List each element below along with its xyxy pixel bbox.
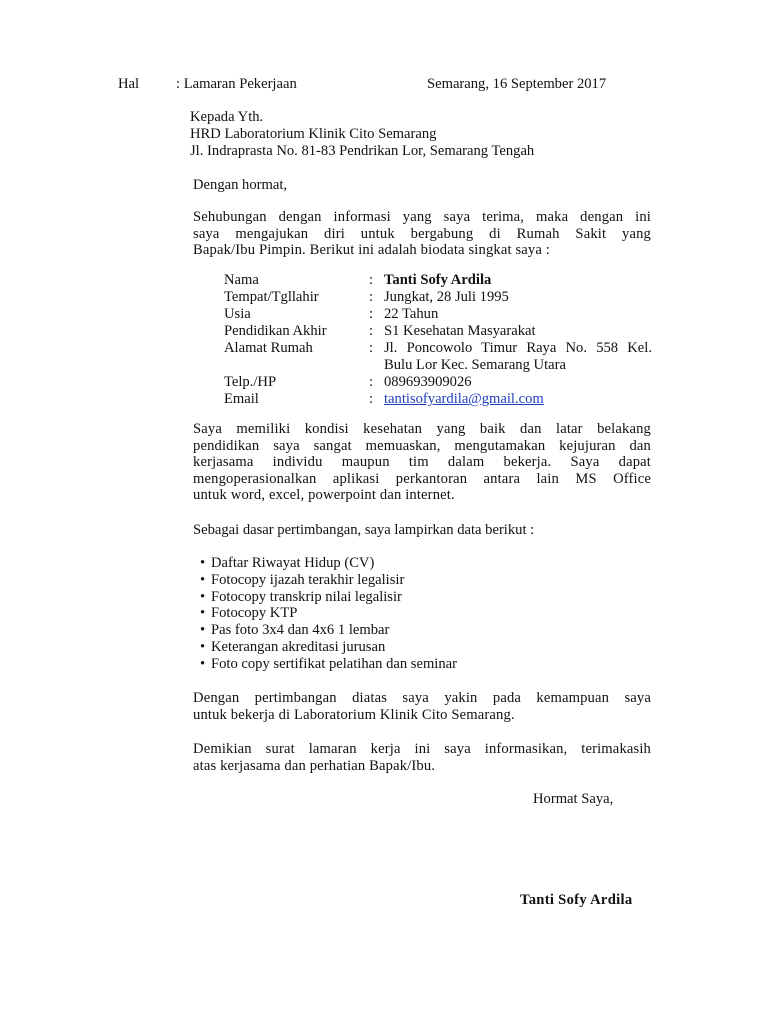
education-value: S1 Kesehatan Masyarakat xyxy=(384,323,536,339)
list-item xyxy=(200,589,457,606)
attachment-text: Keterangan akreditasi jurusan xyxy=(211,638,386,655)
address-label: Alamat Rumah xyxy=(224,340,313,356)
bullet-icon: • xyxy=(200,571,206,588)
attachments-list xyxy=(200,555,457,673)
list-item xyxy=(200,605,457,622)
signoff: Hormat Saya, xyxy=(533,791,614,807)
separator-colon: : xyxy=(369,306,374,322)
age-label: Usia xyxy=(224,306,251,322)
qualities-line: untuk word, excel, powerpoint dan internet. xyxy=(193,487,455,503)
greeting: Dengan hormat, xyxy=(193,177,288,193)
list-item xyxy=(200,555,457,572)
qualities-line: Saya memiliki kondisi kesehatan yang baik dan latar belakang xyxy=(193,421,651,437)
name-value: Tanti Sofy Ardila xyxy=(384,272,492,288)
intro-line: saya mengajukan diri untuk bergabung di Rumah Sakit yang xyxy=(193,225,651,242)
bullet-icon: • xyxy=(200,655,206,672)
intro-paragraph xyxy=(193,209,651,259)
consideration-line: Dengan pertimbangan diatas saya yakin pada kemampuan saya xyxy=(193,690,651,706)
list-item xyxy=(200,622,457,639)
attachment-text: Fotocopy ijazah terakhir legalisir xyxy=(211,571,405,588)
biodata-row-phone xyxy=(224,374,654,391)
list-item xyxy=(200,656,457,673)
signature-name: Tanti Sofy Ardila xyxy=(520,892,633,908)
intro-line: Sehubungan dengan informasi yang saya terima, maka dengan ini xyxy=(193,209,651,225)
consideration-paragraph xyxy=(193,690,651,723)
hal-label: Hal xyxy=(118,76,140,92)
separator-colon: : xyxy=(369,323,374,339)
biodata-row-address xyxy=(224,340,654,357)
subject-line: : Lamaran Pekerjaan xyxy=(176,76,297,92)
recipient-salutation: Kepada Yth. xyxy=(190,109,264,125)
age-value: 22 Tahun xyxy=(384,306,439,322)
intro-line: Bapak/Ibu Pimpin. Berikut ini adalah biodata singkat saya : xyxy=(193,242,551,258)
phone-value: 089693909026 xyxy=(384,374,472,390)
attachment-text: Pas foto 3x4 dan 4x6 1 lembar xyxy=(211,622,390,639)
phone-label: Telp./HP xyxy=(224,374,277,390)
closing-line: atas kerjasama dan perhatian Bapak/Ibu. xyxy=(193,757,436,774)
biodata-row-age xyxy=(224,306,654,323)
attachment-text: Foto copy sertifikat pelatihan dan seminar xyxy=(211,655,457,672)
separator-colon: : xyxy=(369,289,374,305)
biodata-row-email xyxy=(224,391,654,408)
education-label: Pendidikan Akhir xyxy=(224,323,327,339)
biodata-row-education xyxy=(224,323,654,340)
attachment-text: Fotocopy transkrip nilai legalisir xyxy=(211,588,402,605)
birth-value: Jungkat, 28 Juli 1995 xyxy=(384,289,509,305)
attachment-text: Fotocopy KTP xyxy=(211,605,298,622)
separator-colon: : xyxy=(369,374,374,390)
address-value-line2: Bulu Lor Kec. Semarang Utara xyxy=(384,357,566,373)
bullet-icon: • xyxy=(200,555,206,571)
qualities-line: mengoperasionalkan aplikasi perkantoran antara lain MS Office xyxy=(193,470,651,487)
address-value-line1: Jl. Poncowolo Timur Raya No. 558 Kel. xyxy=(384,340,652,356)
list-item xyxy=(200,572,457,589)
biodata-row-address-cont xyxy=(224,357,654,374)
name-label: Nama xyxy=(224,272,259,288)
recipient-address: Jl. Indraprasta No. 81-83 Pendrikan Lor, Semarang Tengah xyxy=(190,143,535,159)
recipient-company: HRD Laboratorium Klinik Cito Semarang xyxy=(190,126,437,142)
separator-colon: : xyxy=(369,272,374,288)
qualities-paragraph xyxy=(193,421,651,504)
bullet-icon: • xyxy=(200,605,206,622)
bullet-icon: • xyxy=(200,588,206,605)
bullet-icon: • xyxy=(200,622,206,639)
list-item xyxy=(200,639,457,656)
closing-paragraph xyxy=(193,741,651,774)
email-label: Email xyxy=(224,391,259,407)
email-link[interactable]: tantisofyardila@gmail.com xyxy=(384,391,544,407)
closing-line: Demikian surat lamaran kerja ini saya informasikan, terimakasih xyxy=(193,741,651,757)
qualities-line: kerjasama individu maupun tim dalam bekerja. Saya dapat xyxy=(193,454,651,470)
attachment-text: Daftar Riwayat Hidup (CV) xyxy=(211,555,375,571)
place-date: Semarang, 16 September 2017 xyxy=(427,76,607,92)
separator-colon: : xyxy=(369,391,374,407)
biodata-row-birth xyxy=(224,289,654,306)
biodata-row-name xyxy=(224,272,654,289)
consideration-line: untuk bekerja di Laboratorium Klinik Cito Semarang. xyxy=(193,706,515,723)
birth-label: Tempat/Tgllahir xyxy=(224,289,319,305)
qualities-line: pendidikan saya sangat memuaskan, mengutamakan kejujuran dan xyxy=(193,437,651,454)
separator-colon: : xyxy=(369,340,374,356)
attachments-intro: Sebagai dasar pertimbangan, saya lampirkan data berikut : xyxy=(193,522,535,538)
bullet-icon: • xyxy=(200,638,206,655)
